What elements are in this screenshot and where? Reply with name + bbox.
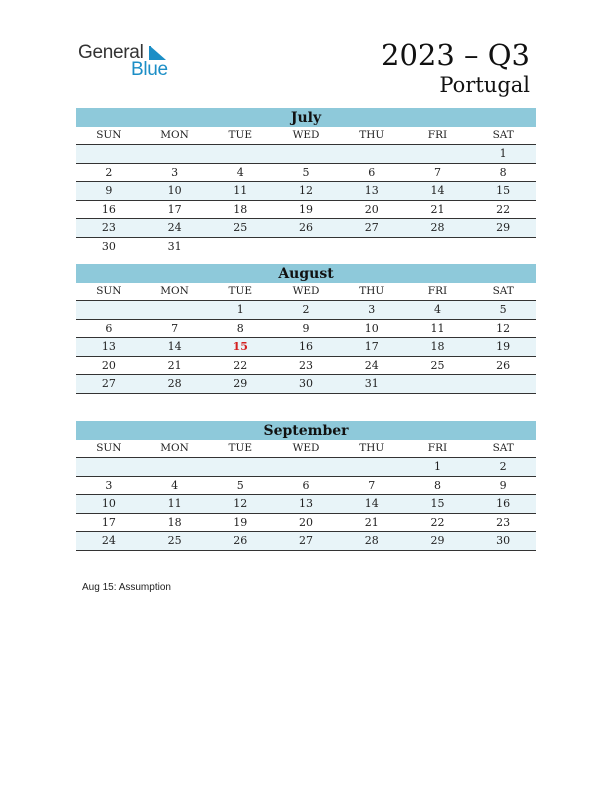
date-cell: 24	[364, 358, 379, 372]
week-row	[76, 514, 536, 533]
date-cell: 6	[302, 478, 310, 492]
date-cell: 12	[233, 497, 248, 510]
weekday-label: TUE	[228, 442, 253, 454]
date-cell	[339, 238, 405, 256]
date-cell	[405, 145, 471, 163]
date-cell: 6	[105, 321, 113, 335]
date-cell: 26	[233, 534, 248, 547]
date-cell: 29	[430, 534, 445, 547]
month-calendar-july	[76, 108, 536, 255]
date-cell: 4	[236, 165, 244, 179]
date-cell: 16	[299, 340, 314, 353]
date-cell: 5	[499, 303, 507, 316]
date-cell	[339, 145, 405, 163]
date-cell: 8	[236, 321, 244, 335]
date-cell: 24	[101, 534, 116, 547]
date-cell: 11	[167, 497, 182, 510]
date-cell: 27	[364, 221, 379, 234]
date-cell: 7	[171, 321, 179, 335]
date-cell	[76, 458, 142, 476]
date-cell: 21	[364, 515, 379, 529]
weekday-label: THU	[359, 129, 385, 141]
weekday-label: WED	[292, 442, 320, 454]
date-cell	[470, 238, 536, 256]
date-cell: 21	[430, 202, 445, 216]
weekday-label: WED	[292, 129, 320, 141]
month-title: September	[76, 421, 536, 440]
date-cell: 18	[167, 515, 182, 529]
date-cell	[273, 145, 339, 163]
date-cell: 24	[167, 221, 182, 234]
date-cell: 25	[430, 358, 445, 372]
weekday-header-row	[76, 440, 536, 458]
date-cell	[470, 375, 536, 393]
date-cell	[405, 238, 471, 256]
week-row	[76, 238, 536, 256]
weekday-label: FRI	[427, 285, 448, 297]
month-calendar-september	[76, 421, 536, 551]
date-cell: 19	[233, 515, 248, 529]
weekday-label: THU	[359, 442, 385, 454]
date-cell: 30	[496, 534, 511, 547]
date-cell: 21	[167, 358, 182, 372]
date-cell: 15	[430, 497, 445, 510]
date-cell: 4	[433, 303, 441, 316]
holiday-date-cell: 15	[232, 340, 248, 353]
date-cell: 13	[299, 497, 314, 510]
weekday-label: SUN	[96, 285, 122, 297]
date-cell: 5	[302, 165, 310, 179]
date-cell: 23	[299, 358, 314, 372]
date-cell	[273, 458, 339, 476]
date-cell: 20	[101, 358, 116, 372]
date-cell: 28	[430, 221, 445, 234]
date-cell: 26	[496, 358, 511, 372]
weekday-label: SUN	[96, 129, 122, 141]
date-cell	[207, 145, 273, 163]
date-cell: 28	[364, 534, 379, 547]
date-cell: 22	[496, 202, 511, 216]
weekday-label: WED	[292, 285, 320, 297]
page-subtitle: Portugal	[439, 73, 530, 97]
weekday-label: FRI	[427, 129, 448, 141]
date-cell: 14	[167, 340, 182, 353]
date-cell: 31	[364, 377, 379, 390]
date-cell: 6	[368, 165, 376, 179]
date-cell: 31	[167, 239, 182, 253]
date-cell: 8	[433, 478, 441, 492]
week-row	[76, 458, 536, 477]
date-cell: 16	[101, 202, 116, 216]
month-calendar-august	[76, 264, 536, 394]
date-cell: 30	[101, 239, 116, 253]
weekday-label: MON	[160, 442, 189, 454]
week-row	[76, 301, 536, 320]
week-row	[76, 201, 536, 220]
date-cell: 11	[430, 321, 445, 335]
date-cell: 11	[233, 184, 248, 197]
date-cell: 2	[105, 165, 113, 179]
date-cell: 17	[167, 202, 182, 216]
date-cell: 9	[302, 321, 310, 335]
weekday-label: SUN	[96, 442, 122, 454]
date-cell	[273, 238, 339, 256]
date-cell: 28	[167, 377, 182, 390]
month-title: July	[76, 108, 536, 127]
date-cell: 4	[171, 478, 179, 492]
date-cell: 23	[101, 221, 116, 234]
weekday-label: THU	[359, 285, 385, 297]
date-cell: 19	[496, 340, 511, 353]
date-cell	[339, 458, 405, 476]
date-cell: 20	[299, 515, 314, 529]
date-cell: 15	[496, 184, 511, 197]
date-cell	[405, 375, 471, 393]
date-cell: 22	[430, 515, 445, 529]
date-cell	[142, 145, 208, 163]
date-cell: 27	[299, 534, 314, 547]
date-cell: 17	[101, 515, 116, 529]
date-cell: 29	[233, 377, 248, 390]
date-cell: 22	[233, 358, 248, 372]
week-row	[76, 375, 536, 394]
date-cell: 26	[299, 221, 314, 234]
week-row	[76, 320, 536, 339]
week-row	[76, 164, 536, 183]
weekday-label: MON	[160, 285, 189, 297]
week-row	[76, 338, 536, 357]
date-cell: 5	[236, 478, 244, 492]
date-cell	[76, 145, 142, 163]
week-row	[76, 219, 536, 238]
date-cell: 19	[299, 202, 314, 216]
weekday-label: TUE	[228, 129, 253, 141]
date-cell: 16	[496, 497, 511, 510]
date-cell	[142, 301, 208, 319]
date-cell: 27	[101, 377, 116, 390]
date-cell: 3	[105, 478, 113, 492]
date-cell: 14	[364, 497, 379, 510]
date-cell: 20	[364, 202, 379, 216]
week-row	[76, 495, 536, 514]
holiday-note: Aug 15: Assumption	[82, 582, 171, 593]
date-cell: 18	[233, 202, 248, 216]
date-cell	[207, 458, 273, 476]
date-cell	[207, 238, 273, 256]
page-title: 2023 – Q3	[381, 38, 530, 72]
weekday-label: SAT	[492, 285, 514, 297]
weekday-label: MON	[160, 129, 189, 141]
week-row	[76, 532, 536, 551]
date-cell: 10	[167, 184, 182, 197]
date-cell	[76, 301, 142, 319]
date-cell: 8	[499, 165, 507, 179]
date-cell: 1	[433, 460, 441, 473]
weekday-label: TUE	[228, 285, 253, 297]
week-row	[76, 182, 536, 201]
weekday-label: FRI	[427, 442, 448, 454]
date-cell: 1	[236, 303, 244, 316]
date-cell: 25	[233, 221, 248, 234]
date-cell: 25	[167, 534, 182, 547]
date-cell: 14	[430, 184, 445, 197]
date-cell: 12	[496, 321, 511, 335]
date-cell: 30	[299, 377, 314, 390]
date-cell: 7	[368, 478, 376, 492]
date-cell: 7	[433, 165, 441, 179]
date-cell: 10	[101, 497, 116, 510]
month-title: August	[76, 264, 536, 283]
weekday-header-row	[76, 283, 536, 301]
week-row	[76, 477, 536, 496]
date-cell: 23	[496, 515, 511, 529]
date-cell: 29	[496, 221, 511, 234]
date-cell: 2	[302, 303, 310, 316]
weekday-label: SAT	[492, 442, 514, 454]
weekday-label: SAT	[492, 129, 514, 141]
weekday-header-row	[76, 127, 536, 145]
date-cell: 13	[101, 340, 116, 353]
date-cell: 17	[364, 340, 379, 353]
date-cell: 12	[299, 184, 314, 197]
generalblue-logo	[78, 42, 178, 82]
logo-word-general: General	[78, 42, 144, 63]
date-cell: 10	[364, 321, 379, 335]
date-cell: 1	[499, 147, 507, 160]
date-cell: 18	[430, 340, 445, 353]
date-cell: 9	[499, 478, 507, 492]
date-cell: 3	[171, 165, 179, 179]
week-row	[76, 145, 536, 164]
date-cell: 3	[368, 303, 376, 316]
date-cell: 13	[364, 184, 379, 197]
date-cell	[142, 458, 208, 476]
logo-word-blue: Blue	[131, 59, 168, 80]
week-row	[76, 357, 536, 376]
date-cell: 2	[499, 460, 507, 473]
date-cell: 9	[105, 184, 113, 197]
